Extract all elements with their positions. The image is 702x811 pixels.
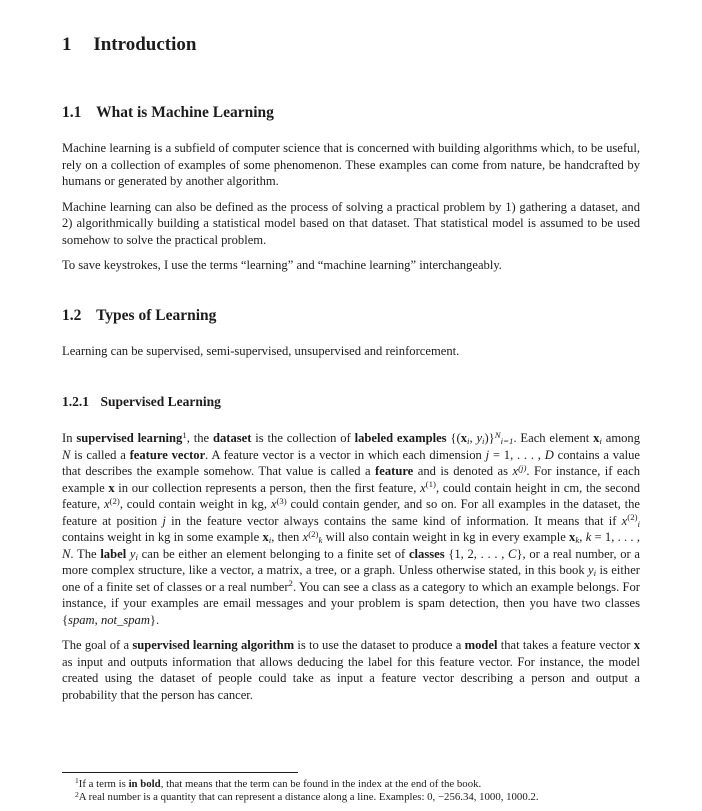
- footnote-rule: [62, 772, 298, 773]
- paragraph: Machine learning can also be defined as the process of solving a practical problem by 1) gathering a dataset, and 2) algorithmically building a statistical model based on that dataset. That statistical model is assumed to be used somehow to solve the practical problem.: [62, 199, 640, 247]
- paragraph: Machine learning is a subfield of computer science that is concerned with building algorithms which, to be useful, rely on a collection of examples of some phenomenon. These examples can come from nature, be handcrafted by humans or generated by another algorithm.: [62, 141, 640, 188]
- section-number: 1: [62, 34, 72, 55]
- paragraph: To save keystrokes, I use the terms “learning” and “machine learning” interchangeably.: [62, 258, 502, 272]
- paragraph: The goal of a supervised learning algorithm is to use the dataset to produce a model that takes a feature vector x as input and outputs information that allows deducing the label for this feature vector. For instance, the model created using the dataset of people could take as input a feature vector describing a person and output a probability that the person has cancer.: [62, 638, 640, 702]
- subsubsection-heading-supervised-learning: [62, 394, 640, 410]
- footnote: $^1$If a term is in bold, that means that the term can be found in the index at the end of the book.: [75, 776, 482, 790]
- subsection-number: 1.2: [62, 306, 82, 324]
- footnote-block: [62, 772, 640, 805]
- subsection-title: Types of Learning: [96, 306, 217, 324]
- subsection-heading-types-of-learning: [62, 307, 640, 325]
- subsection-number: 1.1: [62, 104, 82, 121]
- subsection-title: What is Machine Learning: [96, 104, 274, 121]
- subsubsection-title: Supervised Learning: [100, 394, 221, 409]
- section-heading: [62, 34, 640, 56]
- paragraph: Learning can be supervised, semi-supervised, unsupervised and reinforcement.: [62, 343, 460, 358]
- subsubsection-number: 1.2.1: [62, 394, 89, 409]
- section-title: Introduction: [93, 34, 197, 55]
- footnote: $^2$A real number is a quantity that can represent a distance along a line. Examples: 0, −256.34, 1000, 1000.2.: [75, 789, 539, 804]
- subsection-heading-what-is-machine-learning: [62, 104, 640, 122]
- paragraph: In supervised learning$^1$, the dataset is the collection of labeled examples {($x_i$, $y_i)\}^N_{i=1}$. Each element $x_i$ among N is called a feature vector. A feature vector is a vector in which each dimension j = 1, . . . , D contains a value that describes the example somehow. That value is called a feature and is denoted as $x^{(j)}$. For instance, if each example x in our collection represents a person, then the first feature, $x^{(1)}$, could contain height in cm, the second feature, $x^{(2)}$, could contain weight in kg, $x^{(3)}$ could contain gender, and so on. For all examples in the dataset, the feature at position j in the feature vector always contains the same kind of information. It means that if $x^{(2)}_i$ contains weight in kg in some example $x_i$, then $x^{(2)}_k$ will also contain weight in kg in every example $x_k$, k = 1, . . . , N. The label $y_i$ can be either an element belonging to a finite set of classes {1, 2, . . . , C}, or a real number, or a more complex structure, like a vector, a matrix, a tree, or a graph. Unless otherwise stated, in this book $y_i$ is either one of a finite set of classes or a real number$^2$. You can see a class as a category to which an example belongs. For instance, if your examples are email messages and your problem is spam detection, then you have two classes {spam, not_spam}.: [62, 429, 641, 627]
